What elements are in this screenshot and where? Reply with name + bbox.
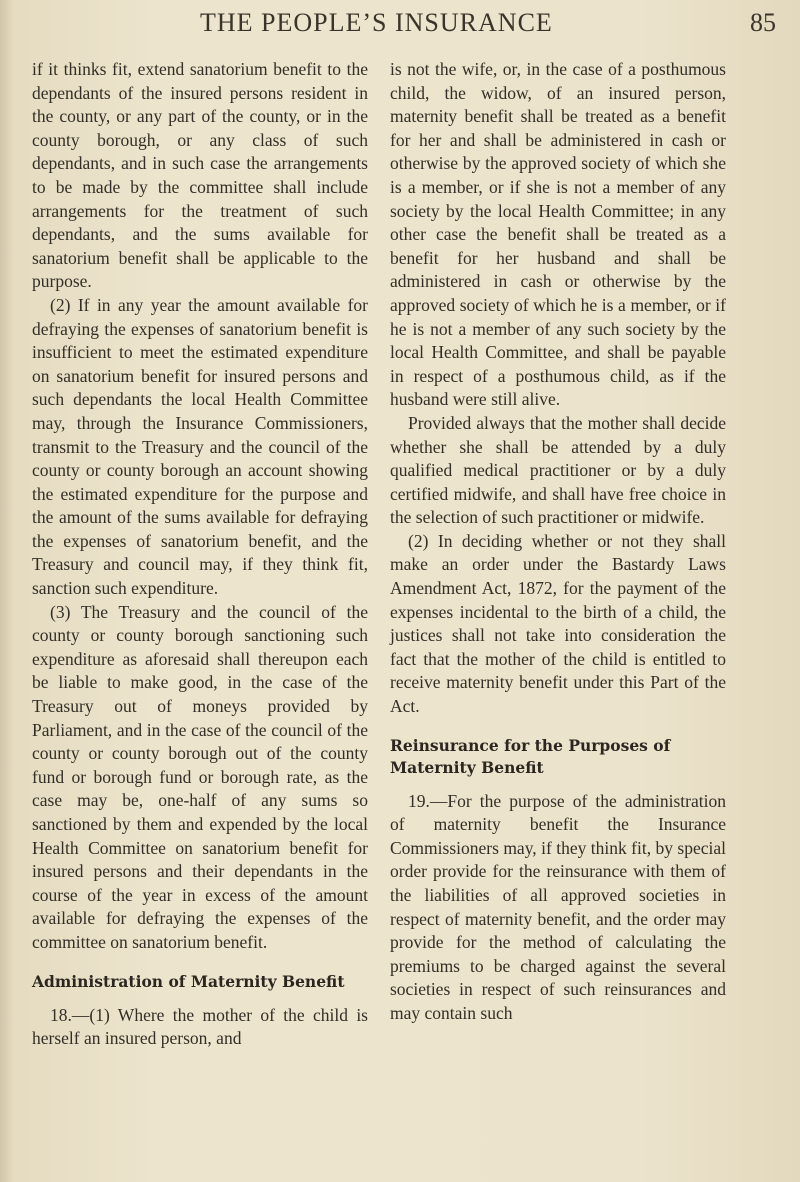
- running-head: THE PEOPLE’S INSURANCE: [200, 8, 553, 37]
- paragraph: Provided always that the mother shall decide whether she shall be attended by a duly qualified medical practitioner or by a duly certified midwife, and shall have free choice in the selection of such practitioner or midwife.: [390, 412, 726, 528]
- paragraph: 19.—For the purpose of the administration of maternity benefit the Insurance Commissioners may, if they think fit, by special order provide for the reinsurance with them of the liabilities of all approved societies in respect of maternity benefit, and the order may provide for the method of calculating the premiums to be charged against the several societies in respect of such reinsurances and may contain such: [390, 790, 726, 1023]
- spacer: [32, 955, 368, 971]
- left-column: [32, 58, 368, 1051]
- page-spine-shadow: [0, 0, 14, 1182]
- paragraph: (3) The Treasury and the council of the county or county borough sanctioning such expenditure as aforesaid shall thereupon each be liable to make good, in the case of the Treasury out of moneys provided by Parliament, and in the case of the council of the county or county borough out of the county fund or borough fund or borough rate, as the case may be, one-half of any sums so sanctioned by them and expended by the local Health Committee on sanatorium benefit for insured persons and their dependants in the course of the year in excess of the amount available for defraying the expenses of the committee on sanatorium benefit.: [32, 601, 368, 952]
- paragraph: 18.—(1) Where the mother of the child is herself an insured person, and: [32, 1004, 368, 1049]
- paragraph: if it thinks fit, extend sanatorium benefit to the dependants of the insured persons resident in the county, or any part of the county, or in the county borough, or any class of such dependants, and in such case the arrangements to be made by the committee shall include arrangements for the treatment of such dependants, and the sums available for sanatorium benefit shall be applicable to the purpose.: [32, 59, 368, 292]
- spacer: [390, 779, 726, 790]
- paragraph: (2) In deciding whether or not they shall make an order under the Bastardy Laws Amendment Act, 1872, for the payment of the expenses incidental to the birth of a child, the justices shall not take into consideration the fact that the mother of the child is entitled to receive maternity benefit under this Part of the Act.: [390, 530, 726, 717]
- paragraph: is not the wife, or, in the case of a posthumous child, the widow, of an insured person, maternity benefit shall be treated as a benefit for her and shall be administered in cash or otherwise by the approved society of which she is a member, or if she is not a member of any society by the local Health Committee; in any other case the benefit shall be treated as a benefit for her husband and shall be administered in cash or otherwise by the approved society of which he is a member, or if he is not a member of any such society by the local Health Committee, and shall be payable in respect of a posthumous child, as if the husband were still alive.: [390, 59, 726, 410]
- spacer: [32, 993, 368, 1004]
- section-heading: Reinsurance for the Purposes of Maternity Benefit: [390, 735, 671, 777]
- right-column: [390, 58, 726, 1026]
- spacer: [390, 719, 726, 735]
- section-heading: Administration of Maternity Benefit: [32, 971, 345, 991]
- paragraph: (2) If in any year the amount available for defraying the expenses of sanatorium benefit is insufficient to meet the estimated expenditure on sanatorium benefit for insured persons and such dependants the local Health Committee may, through the Insurance Commissioners, transmit to the Treasury and the council of the county or county borough an account showing the estimated expenditure for the purpose and the amount of the sums available for defraying the expenses of sanatorium benefit, and the Treasury and council may, if they think fit, sanction such expenditure.: [32, 294, 368, 599]
- page-header: [0, 8, 800, 42]
- page-number: 85: [750, 8, 776, 37]
